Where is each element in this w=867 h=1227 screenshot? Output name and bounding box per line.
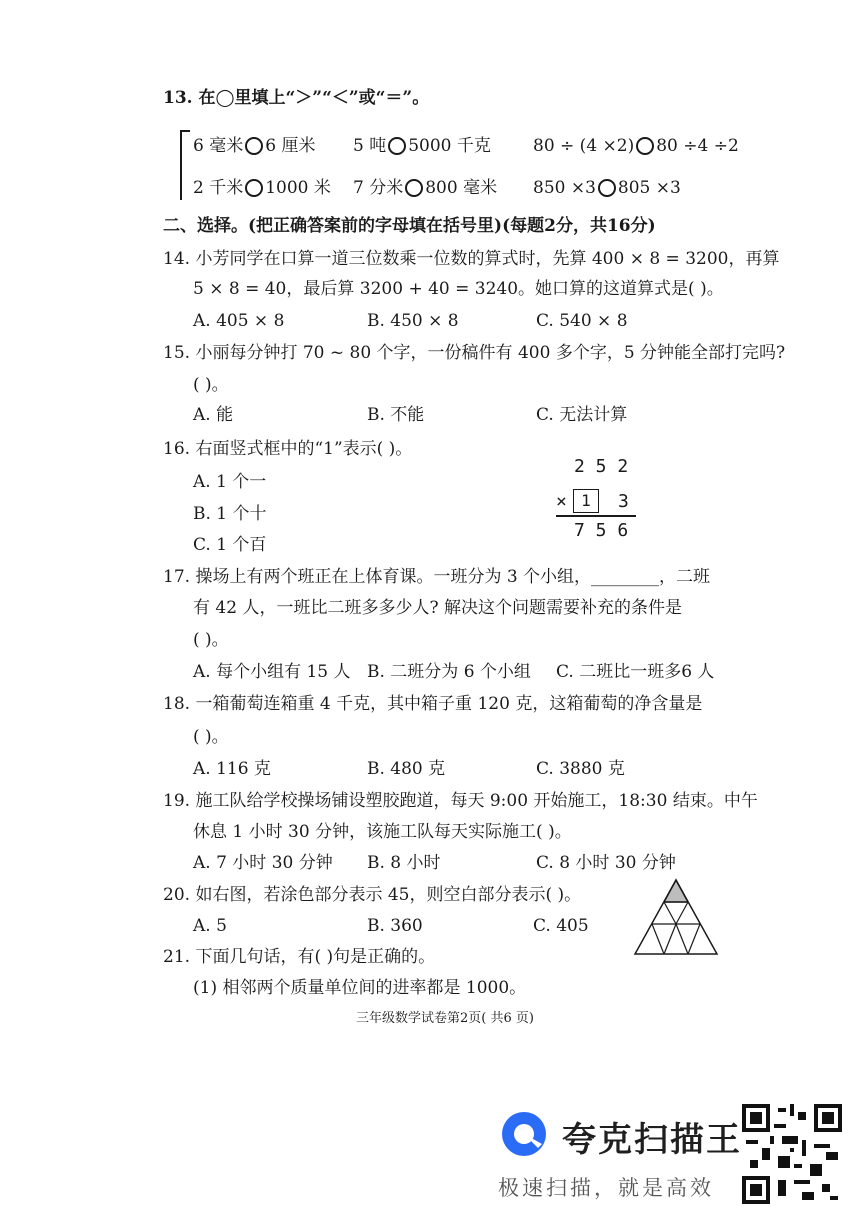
q13-r2c3-right: 805 ×3 [617,178,681,198]
q16-option-c[interactable]: C. 1 个百 [193,535,267,555]
q18-line2: ( )。 [193,727,229,747]
bracket-line [180,130,182,200]
q13-r2c1 [193,178,331,198]
q20-option-a[interactable]: A. 5 [193,916,227,936]
q19-option-b[interactable]: B. 8 小时 [367,853,441,873]
page-footer: 三年级数学试卷第2页( 共6 页) [356,1011,534,1026]
mult-three: 3 [618,491,629,512]
q16-option-b[interactable]: B. 1 个十 [193,504,267,524]
q13-r1c1-left: 6 毫米 [193,136,244,156]
q13-r2c2-right: 800 毫米 [425,178,498,198]
q13-r1c3 [533,136,739,156]
q16-option-a[interactable]: A. 1 个一 [193,472,267,492]
q15-line1: 15. 小丽每分钟打 70 ~ 80 个字，一份稿件有 400 多个字，5 分钟能全部打完吗? [163,343,786,363]
bracket-top [180,130,190,132]
mult-times: × [556,491,567,512]
section-heading: 二、选择。(把正确答案前的字母填在括号里)(每题2分，共16分) [163,216,656,236]
q20-line1: 20. 如右图，若涂色部分表示 45，则空白部分表示( )。 [163,885,582,905]
blank-circle[interactable] [636,137,654,155]
q14-option-c[interactable]: C. 540 × 8 [536,311,628,331]
q20-option-b[interactable]: B. 360 [367,916,423,936]
q14-option-b[interactable]: B. 450 × 8 [367,311,459,331]
q18-option-b[interactable]: B. 480 克 [367,759,446,779]
blank-circle[interactable] [245,179,263,197]
q13-r1c2-right: 5000 千克 [408,136,491,156]
q17-line1: 17. 操场上有两个班正在上体育课。一班分为 3 个小组，________，二班 [163,567,711,587]
blank-circle[interactable] [405,179,423,197]
q13-r2c2-left: 7 分米 [353,178,404,198]
q19-option-a[interactable]: A. 7 小时 30 分钟 [193,853,333,873]
q17-option-c[interactable]: C. 二班比一班多6 人 [556,662,715,682]
q13-r1c2 [353,136,491,156]
q15-line2: ( )。 [193,375,229,395]
q15-option-b[interactable]: B. 不能 [367,405,425,425]
q14-line1: 14. 小芳同学在口算一道三位数乘一位数的算式时，先算 400 × 8 = 3200，再算 [163,249,780,269]
q21-line2: (1) 相邻两个质量单位间的进率都是 1000。 [193,978,527,998]
mult-line [556,515,636,517]
q18-line1: 18. 一箱葡萄连箱重 4 千克，其中箱子重 120 克，这箱葡萄的净含量是 [163,694,703,714]
q20-option-c[interactable]: C. 405 [533,916,589,936]
triangle-figure [633,878,719,956]
q17-line3: ( )。 [193,630,229,650]
mult-bottom: 7 5 6 [574,520,629,541]
q13-r1c1 [193,136,315,156]
q13-r1c2-left: 5 吨 [353,136,387,156]
q15-option-a[interactable]: A. 能 [193,405,234,425]
q14-option-a[interactable]: A. 405 × 8 [193,311,285,331]
brand-name: 夸克扫描王 [562,1120,742,1160]
q13-title: 13. 在◯里填上“＞”“＜”或“＝”。 [163,88,430,108]
q17-option-b[interactable]: B. 二班分为 6 个小组 [367,662,531,682]
q13-r2c3-left: 850 ×3 [533,178,596,198]
blank-circle[interactable] [598,179,616,197]
brand-slogan: 极速扫描，就是高效 [498,1176,714,1200]
q13-r2c1-left: 2 千米 [193,178,244,198]
q13-r2c3 [533,178,681,198]
q15-option-c[interactable]: C. 无法计算 [536,405,628,425]
q21-line1: 21. 下面几句话，有( )句是正确的。 [163,947,436,967]
q13-r1c3-right: 80 ÷4 ÷2 [656,136,739,156]
blank-circle[interactable] [245,137,263,155]
q17-option-a[interactable]: A. 每个小组有 15 人 [193,662,351,682]
q16-line1: 16. 右面竖式框中的“1”表示( )。 [163,439,413,459]
mult-top: 2 5 2 [574,456,629,477]
blank-circle[interactable] [388,137,406,155]
q19-line1: 19. 施工队给学校操场铺设塑胶跑道，每天 9:00 开始施工，18:30 结束。中午 [163,791,758,811]
q13-r1c3-left: 80 ÷ (4 ×2) [533,136,635,156]
q19-line2: 休息 1 小时 30 分钟，该施工队每天实际施工( )。 [193,822,572,842]
q18-option-a[interactable]: A. 116 克 [193,759,271,779]
qr-code-icon [742,1104,842,1204]
q18-option-c[interactable]: C. 3880 克 [536,759,625,779]
q13-r2c1-right: 1000 米 [265,178,331,198]
q17-line2: 有 42 人，一班比二班多多少人? 解决这个问题需要补充的条件是 [193,598,682,618]
brand-logo-icon [498,1108,550,1160]
q19-option-c[interactable]: C. 8 小时 30 分钟 [536,853,676,873]
q13-r2c2 [353,178,497,198]
q13-r1c1-right: 6 厘米 [265,136,316,156]
q14-line2: 5 × 8 = 40，最后算 3200 + 40 = 3240。她口算的这道算式是( )。 [193,279,724,299]
mult-box: 1 [573,489,599,513]
